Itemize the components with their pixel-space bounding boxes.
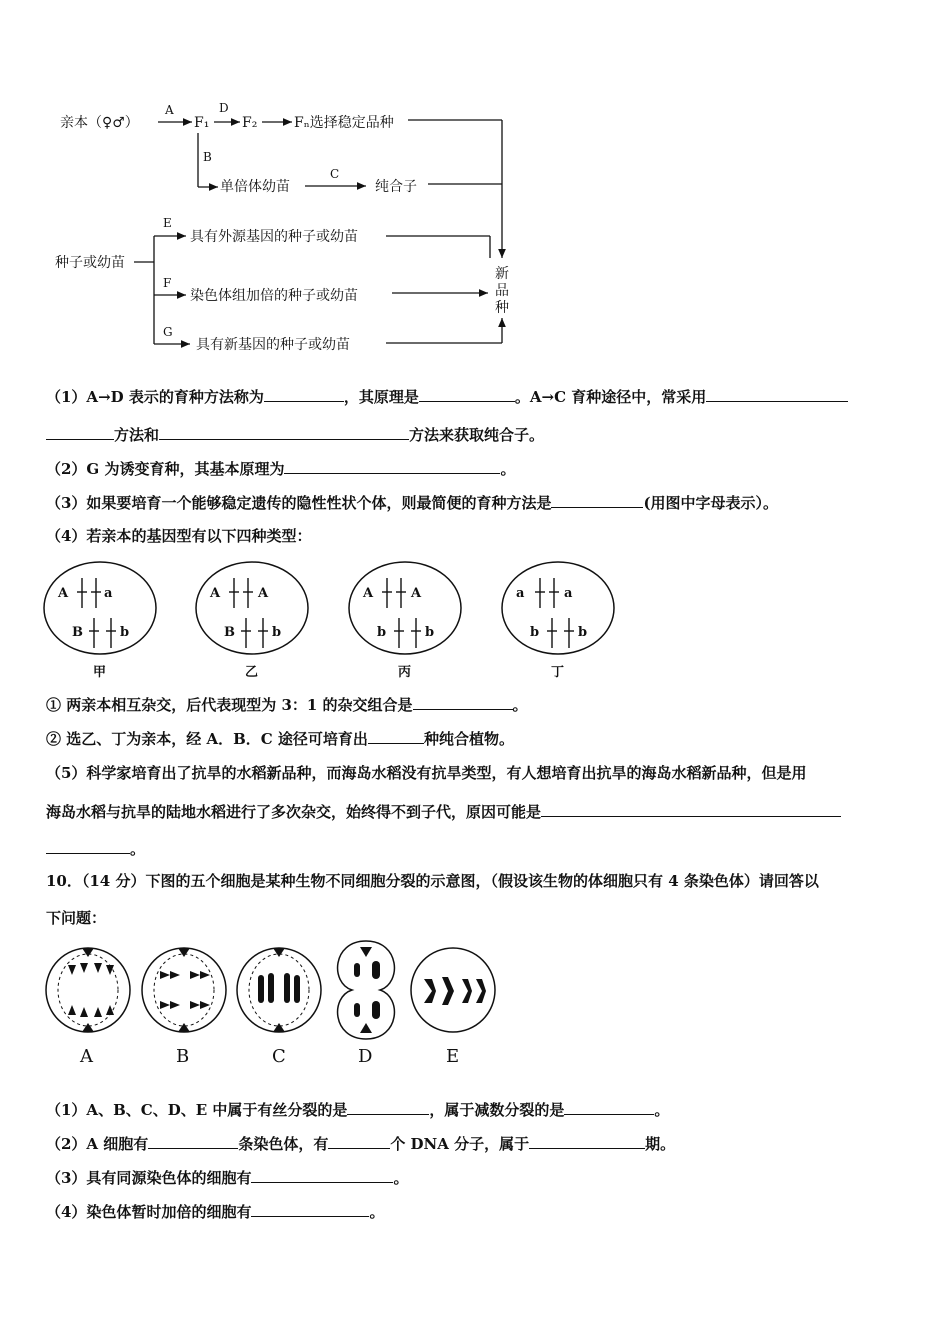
answer-blank[interactable]: [159, 424, 409, 440]
q9-part2: （2）G 为诱变育种，其基本原理为 。: [46, 460, 516, 478]
f-result: 染色体组加倍的种子或幼苗: [190, 288, 358, 304]
seed-label: 种子或幼苗: [55, 255, 125, 271]
cell-label-e: E: [446, 1046, 460, 1067]
q10-part4: （4）染色体暂时加倍的细胞有 。: [46, 1203, 385, 1221]
q9-part1-line2: 方法和 方法来获取纯合子。: [46, 424, 544, 445]
cell-yi-bottom-left: B: [224, 625, 235, 640]
cell-label-a: A: [80, 1046, 93, 1067]
answer-blank[interactable]: [264, 386, 344, 402]
f2-label: F₂: [242, 115, 258, 131]
parent-label: 亲本（♀♂）: [60, 115, 139, 131]
answer-blank[interactable]: [368, 728, 424, 744]
cell-bing-top-right: A: [411, 586, 422, 601]
q9-part5-line1: （5）科学家培育出了抗旱的水稻新品种，而海岛水稻没有抗旱类型，有人想培育出抗旱的海岛水稻新品种，但是用: [46, 764, 807, 782]
cell-bing-bottom-right: b: [425, 625, 435, 640]
q10-part1: （1）A、B、C、D、E 中属于有丝分裂的是 ，属于减数分裂的是 。: [46, 1101, 670, 1119]
label-g: G: [163, 325, 173, 339]
cell-label-c: C: [272, 1046, 286, 1067]
answer-blank[interactable]: [419, 386, 515, 402]
cell-yi-top-left: A: [210, 586, 221, 601]
label-e: E: [163, 216, 172, 230]
cell-jia-top-right: a: [104, 586, 113, 601]
label-a: A: [165, 103, 174, 117]
q9-sub2: ② 选乙、丁为亲本，经 A．B．C 途径可培育出 种纯合植物。: [46, 730, 514, 748]
cell-ding-name: 丁: [551, 665, 565, 680]
cell-ding-bottom-right: b: [578, 625, 588, 640]
cell-yi-bottom-right: b: [272, 625, 282, 640]
cell-ding-bottom-left: b: [530, 625, 540, 640]
genotype-cells: [0, 556, 950, 686]
q9-part3: （3）如果要培育一个能够稳定遗传的隐性性状个体，则最简便的育种方法是 (用图中字母表示）。: [46, 494, 779, 512]
q9-part1-line1: （1）A→D 表示的育种方法称为 ，其原理是 。A→C 育种途径中，常采用: [46, 386, 848, 407]
answer-blank[interactable]: [328, 1133, 390, 1149]
f1-label: F₁: [194, 115, 210, 131]
cell-jia-top-left: A: [58, 586, 69, 601]
answer-blank[interactable]: [251, 1167, 393, 1183]
q9-part5-line2: 海岛水稻与抗旱的陆地水稻进行了多次杂交，始终得不到子代，原因可能是: [46, 801, 841, 822]
cell-bing-top-left: A: [363, 586, 374, 601]
homozygote-label: 纯合子: [375, 179, 417, 195]
cell-ding-top-left: a: [516, 586, 525, 601]
q10-part3: （3）具有同源染色体的细胞有 。: [46, 1169, 409, 1187]
g-result: 具有新基因的种子或幼苗: [196, 337, 350, 353]
q10-intro-line1: 10．（14 分）下图的五个细胞是某种生物不同细胞分裂的示意图，（假设该生物的体细胞只有 4 条染色体）请回答以: [46, 872, 819, 890]
answer-blank[interactable]: [551, 492, 643, 508]
cell-division-figure: [0, 935, 950, 1075]
answer-blank[interactable]: [251, 1201, 369, 1217]
answer-blank[interactable]: [46, 424, 114, 440]
answer-blank[interactable]: [541, 801, 841, 817]
cell-label-d: D: [358, 1046, 373, 1067]
q9-sub1: ① 两亲本相互杂交，后代表现型为 3：1 的杂交组合是 。: [46, 696, 528, 714]
label-c: C: [330, 167, 340, 181]
label-f: F: [163, 276, 172, 290]
label-d: D: [219, 101, 229, 115]
new-variety-char-3: 种: [495, 300, 509, 316]
cell-jia-bottom-right: b: [120, 625, 130, 640]
cell-bing-name: 丙: [398, 665, 412, 680]
cell-jia-bottom-left: B: [72, 625, 83, 640]
cell-yi-name: 乙: [245, 665, 259, 680]
new-variety-char-2: 品: [495, 283, 509, 299]
answer-blank[interactable]: [413, 694, 513, 710]
answer-blank[interactable]: [284, 458, 500, 474]
cell-yi-top-right: A: [258, 586, 269, 601]
label-b: B: [203, 150, 212, 164]
cell-label-b: B: [176, 1046, 190, 1067]
q10-part2: （2）A 细胞有 条染色体，有 个 DNA 分子，属于 期。: [46, 1135, 676, 1153]
answer-blank[interactable]: [706, 386, 848, 402]
answer-blank[interactable]: [564, 1099, 654, 1115]
fn-label: Fₙ选择稳定品种: [294, 115, 394, 131]
answer-blank[interactable]: [46, 838, 130, 854]
haploid-label: 单倍体幼苗: [220, 179, 290, 195]
cell-ding-top-right: a: [564, 586, 573, 601]
e-result: 具有外源基因的种子或幼苗: [190, 229, 358, 245]
answer-blank[interactable]: [529, 1133, 645, 1149]
cell-jia-name: 甲: [93, 665, 107, 680]
breeding-diagram: [0, 0, 950, 370]
cell-bing-bottom-left: b: [377, 625, 387, 640]
q9-part4: （4）若亲本的基因型有以下四种类型：: [46, 527, 312, 545]
q10-intro-line2: 下问题：: [46, 909, 107, 927]
q9-part5-line3: 。: [46, 838, 145, 859]
answer-blank[interactable]: [148, 1133, 238, 1149]
answer-blank[interactable]: [347, 1099, 429, 1115]
new-variety-char-1: 新: [495, 266, 509, 282]
